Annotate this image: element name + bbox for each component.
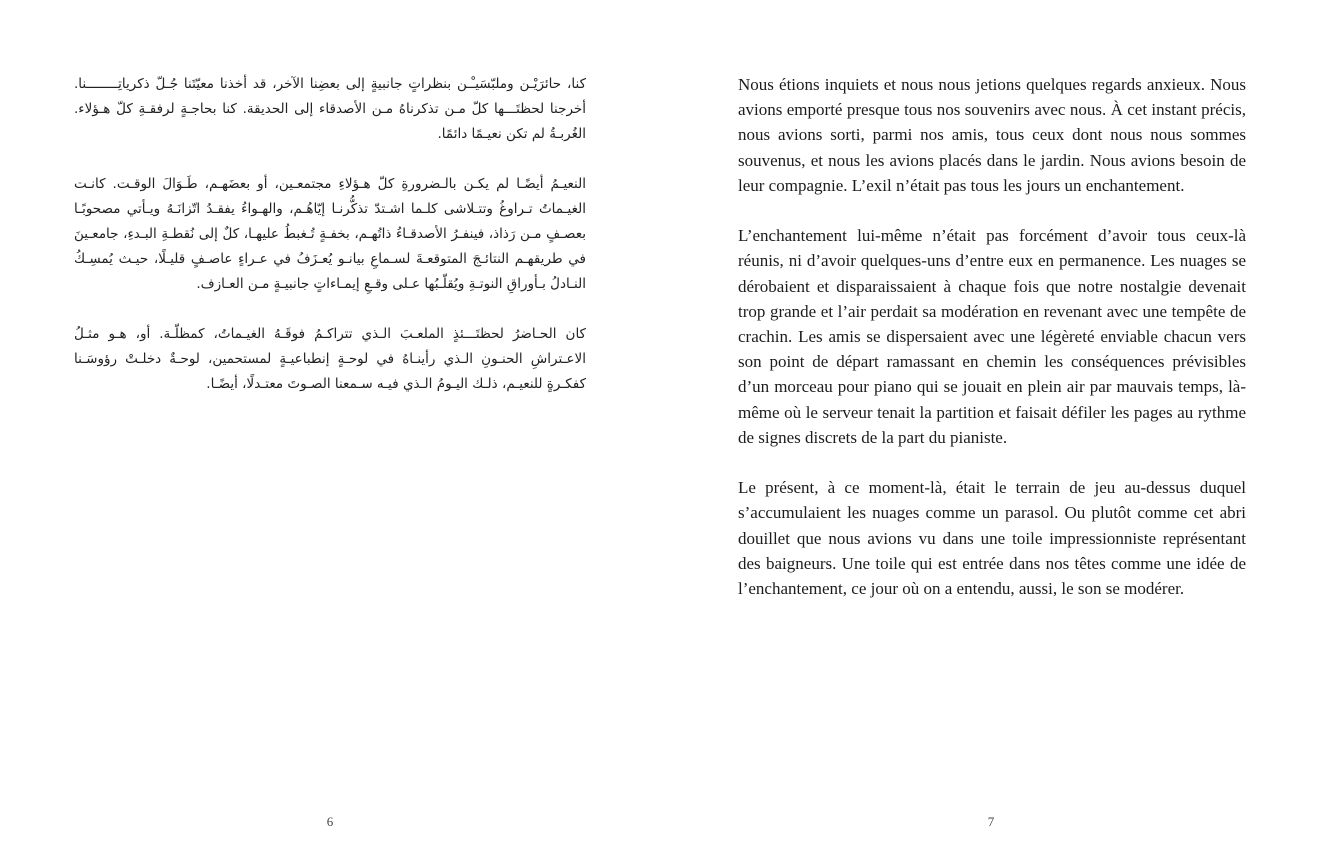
arabic-paragraph-1: كنا، حائرَيْـن وملبّسَيـْـن بنظراتٍ جانبيةٍ إلى بعضِنا الآخر، قد أخذنا معيّتَنا جُـلّ ذكرياتِــــــــنا. أخرجنا لحظتَـــها كلّ مـن تذكرناهُ مـن الأصدقاء إلى الحديقة. كنا بحاجـةٍ لرفقـةِ كلّ هـؤلاء. الغُربـةُ لم تكن نعيـمًا دائمًا. [74, 76, 586, 142]
french-paragraph-1: Nous étions inquiets et nous nous jetions quelques regards anxieux. Nous avions emporté presque tous nos souvenirs avec nous. À cet instant précis, nous avions sorti, parmi nos amis, tous ceux dont nous nous sommes souvenus, et nous les avions placés dans le jardin. Nous avions besoin de leur compagnie. L’exil n’était pas tous les jours un enchantement. [738, 75, 1246, 195]
arabic-paragraph-2: النعيـمُ أيضًـا لم يكـن بالـضرورةِ كلّ هـؤلاءِ مجتمعـين، أو بعضَهـم، طَـوَالَ الوقـت. كانـت الغيـماتُ تـراوغُ وتتـلاشى كلـما اشـتدّ تذكُّرنـا إيّاهُـم، والهـواءُ يفقـدُ اتّزانَـهُ ويـأتي مصحوبًـا بعصـفٍ مـن رَذاذ، فينفـرُ الأصدقـاءُ ذاتُهـم، بخفـةٍ تُـغبطُ عليهـا، كلٌ إلى نُقطـةِ البـدءِ، جامعـينَ في طريقهـم النتائـجَ المتوقعـةَ لسـماعِ بيانـو يُعـزَفُ في عـراءٍ عاصـفٍ قليـلًا، حيـث يُمسِـكُ النـادلُ بـأوراقِ النوتـةِ ويُقلّـبُها عـلى وقـعِ إيمـاءاتٍ جانبيـةٍ مـن العـازف. [74, 176, 586, 292]
page-number-left: 6 [326, 814, 334, 829]
french-paragraph-3: Le présent, à ce moment-là, était le terrain de jeu au-dessus duquel s’accumulaient les nuages comme un parasol. Ou plutôt comme cet abri douillet que nous avions vu dans une toile impressionniste représentant des baigneurs. Une toile qui est entrée dans nos têtes comme une idée de l’enchantement, ce jour où on a entendu, aussi, le son se modérer. [738, 478, 1246, 599]
page-number-right: 7 [987, 814, 995, 829]
french-paragraph-2: L’enchantement lui-même n’était pas forcément d’avoir tous ceux-là réunis, ni d’avoir quelques-uns d’entre eux en permanence. Les nuages se dérobaient et disparaissaient à chaque fois que notre nostalgie devenait trop grande et l’air perdait sa modération en revenant avec une tempête de crachin. Les amis se dispersaient avec une légèreté enviable chacun vers son point de départ ramassant en chemin les conséquences prévisibles d’un morceau pour piano qui se jouait en plein air par mauvais temps, là-même où le serveur tenait la partition et faisait défiler les pages au rythme de signes discrets de la part du pianiste. [738, 226, 1246, 447]
arabic-text-block [74, 72, 586, 422]
arabic-paragraph-3: كان الحـاضرُ لحظتَـــئذٍ الملعـبَ الـذي تتراكـمُ فوقَـهُ الغيـماتُ، كمظلّـة. أو، هـو مثـلُ الاعـتراشِ الحنـونِ الـذي رأينـاهُ في لوحـةٍ إنطباعيـةٍ لمستحمين، لوحـةٌ دخلـتْ رؤوسَـنا كفكـرةٍ للنعيـم، ذلـك اليـومُ الـذي فيـه سـمعنا الصـوتَ معتـدلًا، أيضًـا. [74, 326, 586, 392]
right-page [661, 0, 1322, 865]
french-text-block [738, 72, 1246, 626]
